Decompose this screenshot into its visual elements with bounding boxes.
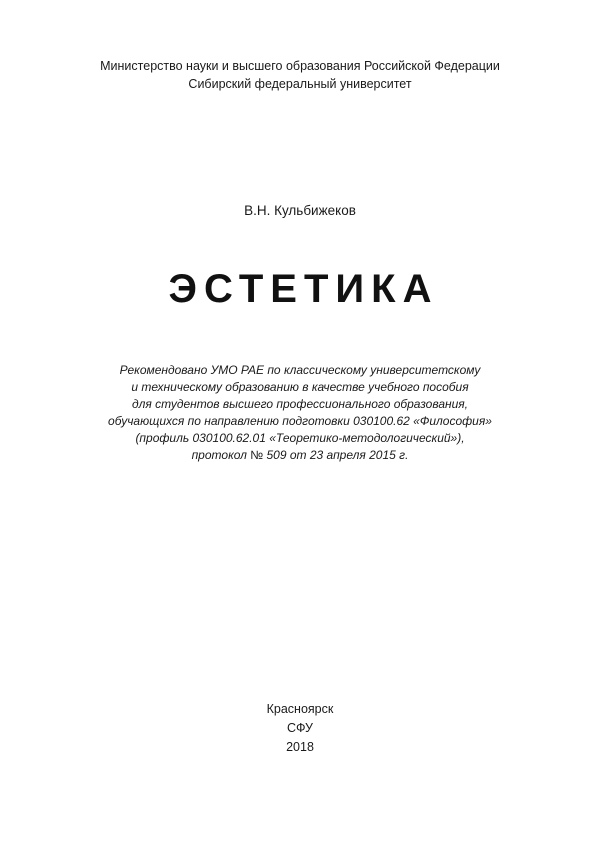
imprint-city: Красноярск — [266, 702, 334, 716]
recommendation-line-4: обучающихся по направлению подготовки 030100.62 «Философия» — [108, 414, 492, 428]
imprint — [0, 700, 600, 757]
publisher-header — [0, 57, 600, 93]
author-name: В.Н. Кульбижеков — [244, 203, 356, 218]
university-name: Сибирский федеральный университет — [188, 77, 412, 91]
recommendation-line-1: Рекомендовано УМО РАЕ по классическому университетскому — [119, 363, 481, 377]
imprint-publisher: СФУ — [287, 721, 313, 735]
recommendation-note — [0, 362, 600, 464]
protocol-details: 509 от 23 апреля 2015 г. — [266, 448, 409, 462]
recommendation-line-3: для студентов высшего профессионального образования, — [131, 397, 469, 411]
number-sign: № — [250, 448, 264, 462]
ministry-name: Министерство науки и высшего образования Российской Федерации — [100, 59, 500, 73]
book-title: ЭСТЕТИКА — [168, 267, 439, 311]
imprint-year: 2018 — [286, 740, 314, 754]
recommendation-line-5: (профиль 030100.62.01 «Теоретико-методологический»), — [135, 431, 465, 445]
recommendation-line-2: и техническому образованию в качестве учебного пособия — [131, 380, 469, 394]
protocol-word: протокол — [191, 448, 247, 462]
recommendation-line-6 — [0, 447, 600, 464]
